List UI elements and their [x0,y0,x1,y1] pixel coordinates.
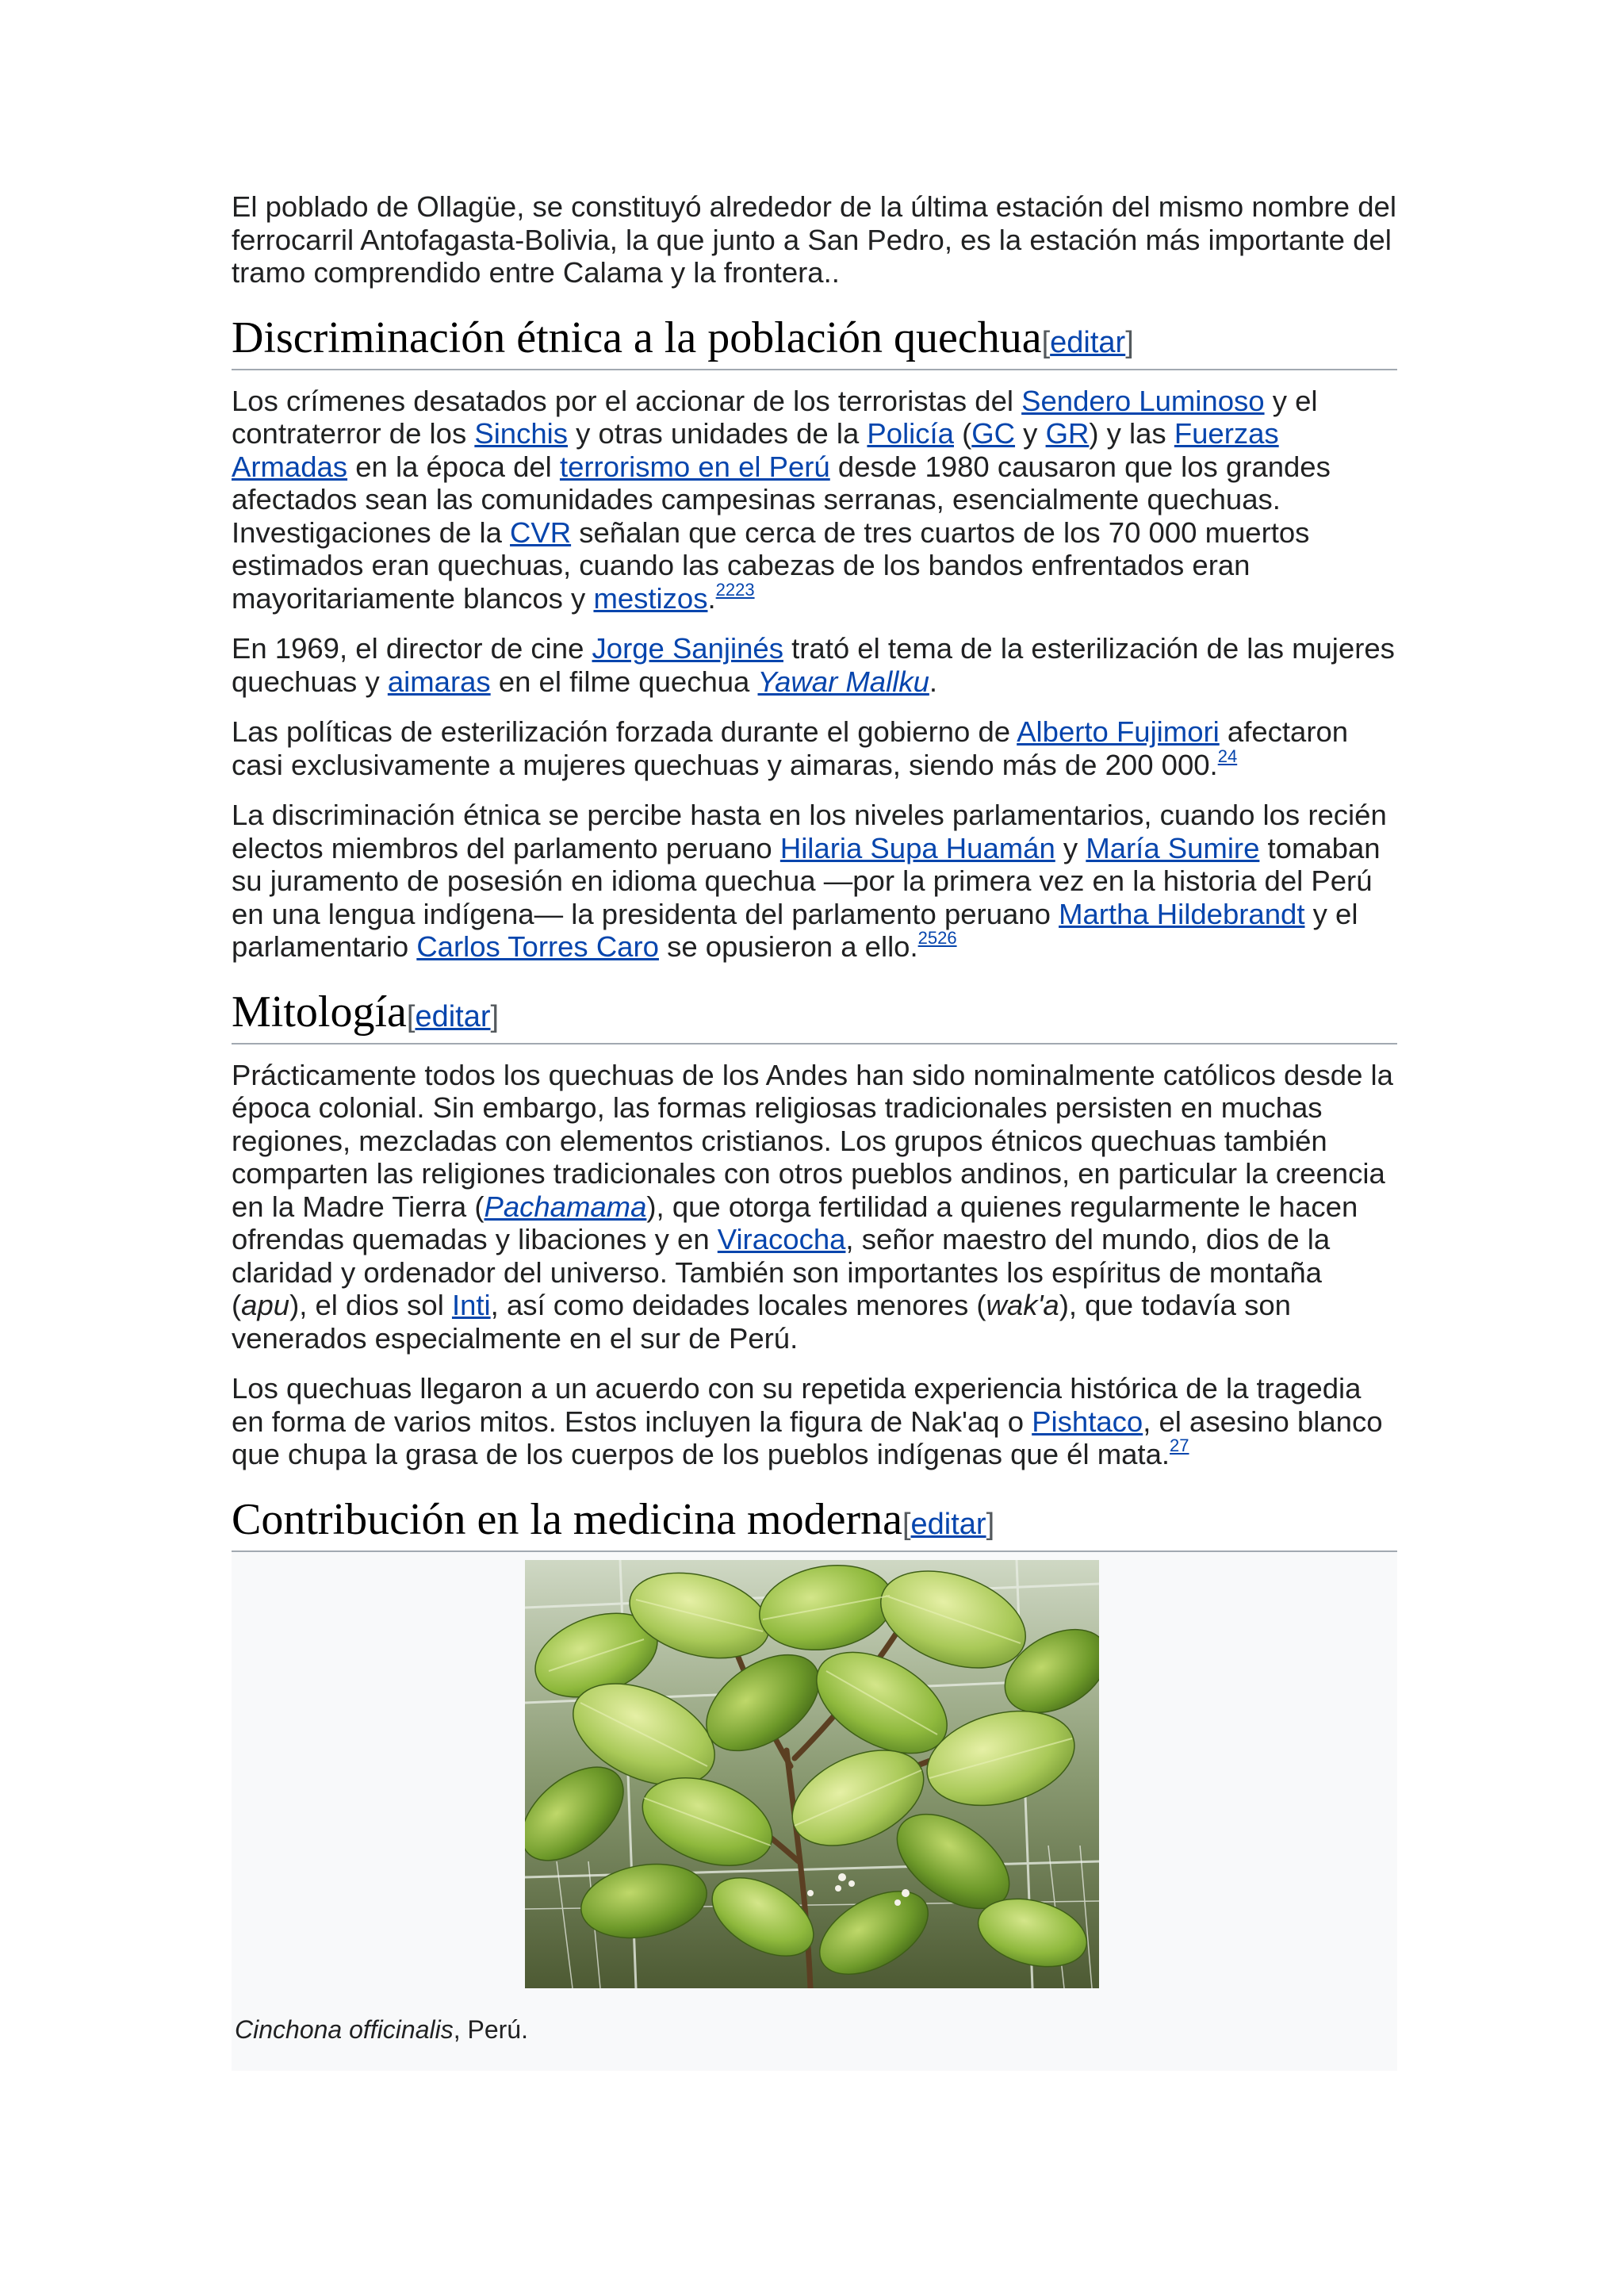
section-heading-discriminacion: Discriminación étnica a la población quechua[editar] [232,313,1397,370]
figure-cinchona [232,1552,1397,2071]
edit-section-link: [editar] [406,999,500,1033]
paragraph: Los crímenes desatados por el accionar de los terroristas del Sendero Luminoso y el contraterror de los Sinchis y otras unidades de la Policía (GC y GR) y las Fuerzas Armadas en la época del terrorismo en el Perú desde 1980 causaron que los grandes afectados sean las comunidades campesinas serranas, esencialmente quechuas. Investigaciones de la CVR señalan que cerca de tres cuartos de los 70 000 muertos estimados eran quechuas, cuando las cabezas de los bandos enfrentados eran mayoritariamente blancos y mestizos.$^{2223}$ [232,384,1331,615]
link-alberto-fujimori[interactable]: Alberto Fujimori [1017,715,1220,748]
italic-term: apu [241,1289,290,1321]
link-martha-hildebrandt[interactable]: Martha Hildebrandt [1059,897,1305,930]
intro-paragraph: El poblado de Ollagüe, se constituyó alrededor de la última estación del mismo nombre del ferrocarril Antofagasta-Bolivia, la que junto a San Pedro, es la estación más importante del tramo comprendido entre Calama y la frontera.. [232,190,1396,289]
link-pishtaco[interactable]: Pishtaco [1032,1405,1143,1438]
edit-link[interactable]: editar [415,999,491,1033]
paragraph: Prácticamente todos los quechuas de los Andes han sido nominalmente católicos desde la época colonial. Sin embargo, las formas religiosas tradicionales persisten en muchas regiones, mezcladas con elementos cristianos. Los grupos étnicos quechuas también comparten las religiones tradicionales con otros pueblos andinos, en particular la creencia en la Madre Tierra (Pachamama), que otorga fertilidad a quienes regularmente le hacen ofrendas quemadas y libaciones y en Viracocha, señor maestro del mundo, dios de la claridad y ordenador del universo. También son importantes los espíritus de montaña (apu), el dios sol Inti, así como deidades locales menores (wak'a), que todavía son venerados especialmente en el sur de Perú. [232,1058,1393,1355]
link-terrorismo-peru[interactable]: terrorismo en el Perú [559,450,830,483]
link-cvr[interactable]: CVR [510,516,572,549]
link-fuerzas-armadas[interactable]: Fuerzas Armadas [232,417,1279,483]
edit-section-link: [editar] [1041,325,1134,359]
italic-term: wak'a [986,1289,1059,1321]
paragraph: En 1969, el director de cine Jorge Sanjinés trató el tema de la esterilización de las mujeres quechuas y aimaras en el filme quechua Yawar Mallku. [232,632,1395,698]
reference-superscript [918,928,957,948]
link-yawar-mallku[interactable]: Yawar Mallku [757,665,929,698]
link-inti[interactable]: Inti [451,1289,491,1321]
cinchona-plant-image[interactable] [525,1560,1099,1988]
link-viracocha[interactable]: Viracocha [717,1223,846,1255]
link-carlos-torres-caro[interactable]: Carlos Torres Caro [416,930,659,963]
ref-link[interactable]: 24 [1217,746,1238,766]
link-aimaras[interactable]: aimaras [387,665,491,698]
paragraph: La discriminación étnica se percibe hasta en los niveles parlamentarios, cuando los recién electos miembros del parlamento peruano Hilaria Supa Huamán y María Sumire tomaban su juramento de posesión en idioma quechua —por la primera vez en la historia del Perú en una lengua indígena— la presidenta del parlamento peruano Martha Hildebrandt y el parlamentario Carlos Torres Caro se opusieron a ello.$^{2526}$ [232,799,1387,963]
reference-superscript [1170,1435,1189,1455]
edit-link[interactable]: editar [1050,325,1126,359]
link-hilaria-supa[interactable]: Hilaria Supa Huamán [779,831,1055,864]
figure-caption: Cinchona officinalis, Perú. [235,2014,528,2044]
section-heading-mitologia: Mitología[editar] [232,987,1397,1045]
paragraph: Las políticas de esterilización forzada durante el gobierno de Alberto Fujimori afectaron casi exclusivamente a mujeres quechuas y aimaras, siendo más de 200 000.24 [232,715,1349,781]
link-maria-sumire[interactable]: María Sumire [1086,831,1260,864]
link-sinchis[interactable]: Sinchis [474,417,569,450]
link-sendero-luminoso[interactable]: Sendero Luminoso [1021,384,1265,417]
link-pachamama[interactable]: Pachamama [484,1190,647,1223]
reference-superscript [1218,746,1237,766]
ref-link[interactable]: 27 [1170,1435,1189,1455]
ref-link[interactable]: 2526 [917,928,957,948]
paragraph: Los quechuas llegaron a un acuerdo con su repetida experiencia histórica de la tragedia en forma de varios mitos. Estos incluyen la figura de Nak'aq o Pishtaco, el asesino blanco que chupa la grasa de los cuerpos de los pueblos indígenas que él mata.$^{27}$ [232,1372,1383,1470]
link-gr[interactable]: GR [1045,417,1090,450]
section-heading-medicina: Contribución en la medicina moderna[editar] [232,1495,1397,1552]
article-body [232,190,1397,2071]
reference-superscript [716,580,755,600]
ref-link[interactable]: 2223 [715,579,755,600]
link-policia[interactable]: Policía [867,417,954,450]
edit-section-link: [editar] [902,1507,995,1541]
caption-species: Cinchona officinalis [235,2014,454,2044]
link-jorge-sanjines[interactable]: Jorge Sanjinés [592,632,783,665]
link-gc[interactable]: GC [971,417,1016,450]
link-mestizos[interactable]: mestizos [593,581,708,615]
edit-link[interactable]: editar [910,1507,986,1541]
